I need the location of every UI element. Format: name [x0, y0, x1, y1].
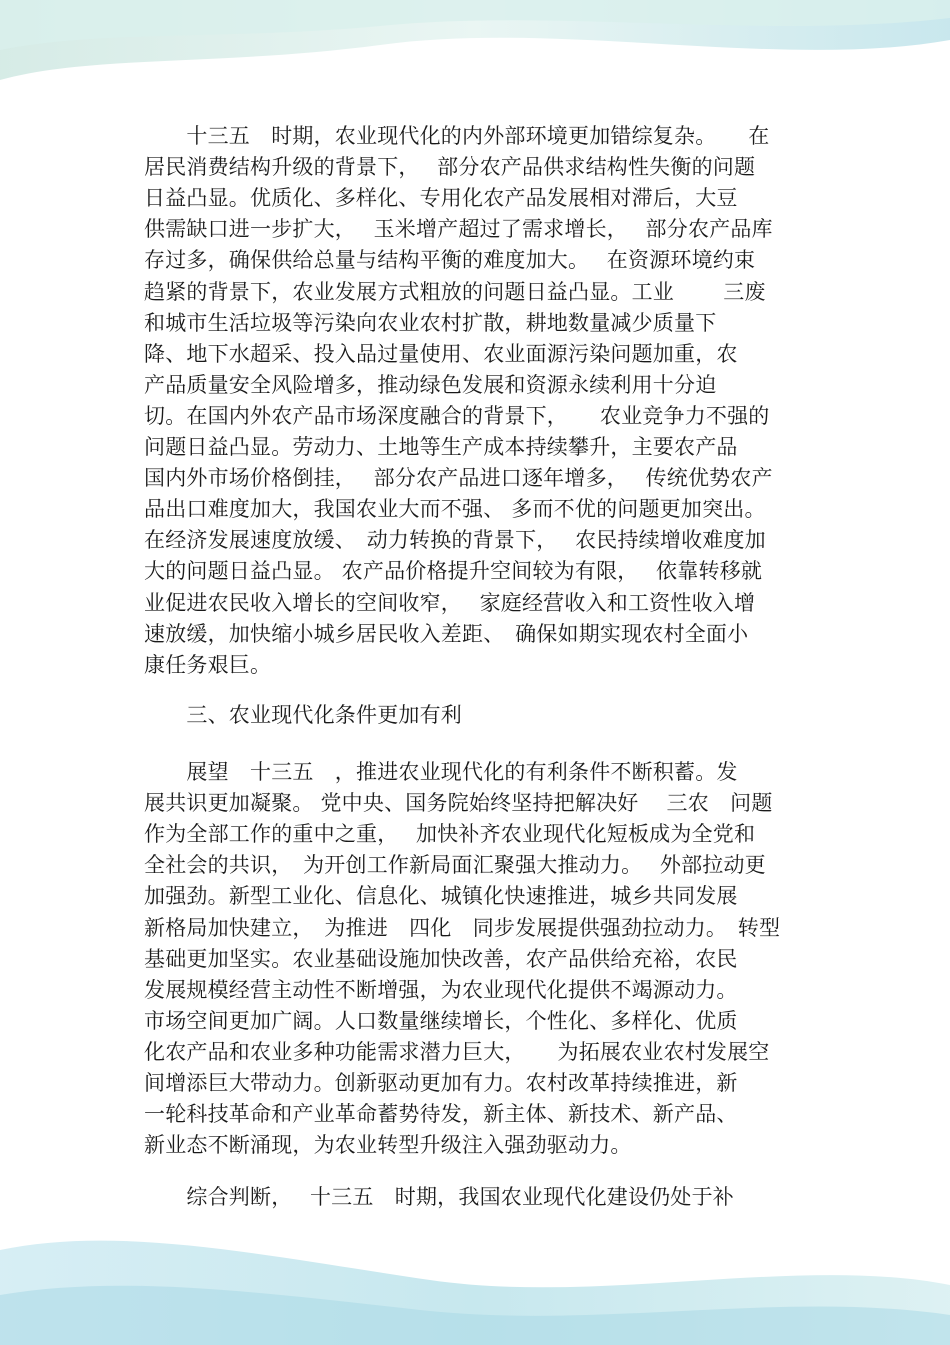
text-line: 产品质量安全风险增多，推动绿色发展和资源永续利用十分迫	[144, 372, 717, 397]
text-line: 发展规模经营主动性不断增强，为农业现代化提供不竭源动力。	[144, 977, 738, 1002]
text-line: 在经济发展速度放缓、 动力转换的背景下， 农民持续增收难度加	[144, 528, 766, 553]
text-line: 展共识更加凝聚。 党中央、国务院始终坚持把解决好 三农 问题	[144, 791, 773, 816]
text-line: 展望 十三五 ，推进农业现代化的有利条件不断积蓄。发	[144, 760, 738, 784]
text-line: 日益凸显。优质化、多样化、专用化农产品发展相对滞后，大豆	[144, 186, 738, 211]
text-line: 三、农业现代化条件更加有利	[144, 703, 462, 727]
text-line: 十三五 时期，农业现代化的内外部环境更加错综复杂。 在	[144, 124, 770, 148]
text-line: 国内外市场价格倒挂， 部分农产品进口逐年增多， 传统优势农产	[144, 466, 773, 491]
text-line: 大的问题日益凸显。 农产品价格提升空间较为有限， 依靠转移就	[144, 559, 763, 584]
text-line: 加强劲。新型工业化、信息化、城镇化快速推进，城乡共同发展	[144, 884, 738, 909]
text-line: 康任务艰巨。	[144, 652, 272, 677]
text-line: 市场空间更加广阔。人口数量继续增长，个性化、多样化、优质	[144, 1008, 738, 1033]
text-line: 降、地下水超采、投入品过量使用、农业面源污染问题加重，农	[144, 341, 738, 366]
text-line: 新格局加快建立， 为推进 四化 同步发展提供强劲拉动力。 转型	[144, 915, 781, 940]
text-line: 基础更加坚实。农业基础设施加快改善，农产品供给充裕，农民	[144, 946, 738, 971]
text-line: 一轮科技革命和产业革命蓄势待发，新主体、新技术、新产品、	[144, 1102, 738, 1127]
text-line: 业促进农民收入增长的空间收窄， 家庭经营收入和工资性收入增	[144, 590, 756, 615]
text-line: 问题日益凸显。劳动力、土地等生产成本持续攀升，主要农产品	[144, 435, 738, 459]
text-line: 居民消费结构升级的背景下， 部分农产品供求结构性失衡的问题	[144, 155, 756, 180]
text-line: 趋紧的背景下，农业发展方式粗放的问题日益凸显。工业 三废	[144, 279, 766, 304]
text-line: 化农产品和农业多种功能需求潜力巨大， 为拓展农业农村发展空	[144, 1039, 770, 1064]
text-line: 供需缺口进一步扩大， 玉米增产超过了需求增长， 部分农产品库	[144, 217, 773, 242]
text-line: 速放缓，加快缩小城乡居民收入差距、 确保如期实现农村全面小	[144, 621, 749, 646]
text-line: 品出口难度加大，我国农业大而不强、 多而不优的问题更加突出。	[144, 497, 766, 522]
text-line: 切。在国内外农产品市场深度融合的背景下， 农业竞争力不强的	[144, 403, 770, 428]
text-line: 全社会的共识， 为开创工作新局面汇聚强大推动力。 外部拉动更	[144, 853, 766, 878]
text-line: 存过多，确保供给总量与结构平衡的难度加大。 在资源环境约束	[144, 248, 756, 273]
text-line: 综合判断， 十三五 时期，我国农业现代化建设仍处于补	[144, 1185, 734, 1209]
text-line: 和城市生活垃圾等污染向农业农村扩散，耕地数量减少质量下	[144, 310, 717, 335]
text-line: 作为全部工作的重中之重， 加快补齐农业现代化短板成为全党和	[144, 822, 756, 847]
text-line: 间增添巨大带动力。创新驱动更加有力。农村改革持续推进，新	[144, 1071, 738, 1095]
text-line: 新业态不断涌现，为农业转型升级注入强劲驱动力。	[144, 1133, 632, 1158]
